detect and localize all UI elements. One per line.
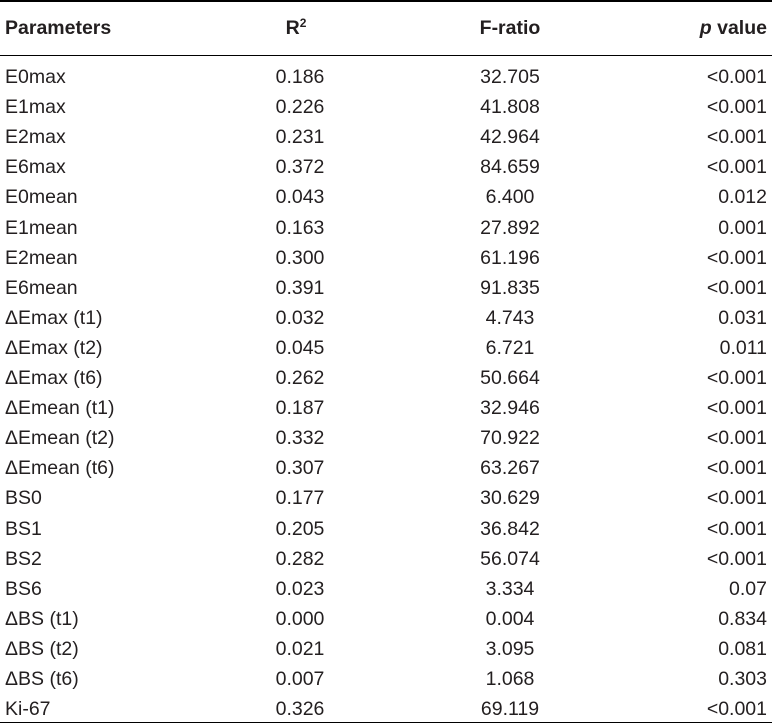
- header-parameters: Parameters: [5, 17, 112, 39]
- cell-p-value: <0.001: [706, 367, 767, 389]
- cell-parameter: E1max: [5, 96, 66, 119]
- cell-p-value: <0.001: [706, 427, 767, 450]
- cell-parameter: Ki-67: [5, 698, 51, 721]
- cell-r-squared: 0.205: [275, 517, 325, 540]
- cell-parameter: BS1: [5, 517, 42, 540]
- cell-parameter: E2max: [5, 126, 66, 149]
- cell-f-ratio: 91.835: [480, 276, 540, 299]
- cell-r-squared: 0.045: [275, 336, 325, 359]
- table-row: [0, 694, 772, 724]
- cell-f-ratio: 42.964: [480, 126, 540, 149]
- cell-p-value: <0.001: [706, 397, 767, 420]
- table-row: [0, 213, 772, 243]
- cell-r-squared: 0.307: [275, 457, 325, 480]
- cell-f-ratio: 1.068: [485, 668, 535, 690]
- table-row: [0, 363, 772, 393]
- cell-f-ratio: 0.004: [485, 607, 535, 630]
- cell-f-ratio: 70.922: [480, 427, 540, 450]
- table-row: [0, 664, 772, 694]
- cell-f-ratio: 3.095: [485, 637, 535, 660]
- cell-p-value: <0.001: [706, 276, 767, 299]
- header-r-squared: [196, 13, 396, 43]
- cell-parameter: E0max: [5, 66, 66, 88]
- cell-parameter: ΔEmax (t6): [5, 367, 103, 389]
- cell-p-value: 0.303: [718, 668, 767, 690]
- cell-r-squared: 0.231: [275, 126, 325, 149]
- cell-f-ratio: 30.629: [480, 487, 540, 510]
- table-row: [0, 574, 772, 604]
- cell-r-squared: 0.032: [275, 306, 325, 329]
- cell-f-ratio: 6.721: [485, 336, 535, 359]
- cell-r-squared: 0.332: [275, 427, 325, 450]
- cell-parameter: ΔEmax (t1): [5, 306, 103, 329]
- cell-r-squared: 0.391: [275, 276, 325, 299]
- header-f-ratio: F-ratio: [479, 17, 541, 39]
- table-row: [0, 483, 772, 513]
- cell-parameter: ΔEmean (t1): [5, 397, 115, 420]
- cell-p-value: 0.001: [718, 216, 767, 239]
- table-row: [0, 604, 772, 634]
- cell-p-value: <0.001: [706, 487, 767, 510]
- cell-p-value: <0.001: [706, 246, 767, 269]
- table-row: [0, 303, 772, 333]
- cell-p-value: <0.001: [706, 156, 767, 179]
- cell-p-value: 0.07: [729, 577, 767, 600]
- cell-r-squared: 0.007: [275, 668, 325, 690]
- table-row: [0, 273, 772, 303]
- cell-parameter: E0mean: [5, 186, 78, 209]
- cell-f-ratio: 63.267: [480, 457, 540, 480]
- header-p-italic: p: [699, 17, 712, 39]
- cell-p-value: 0.081: [718, 637, 767, 660]
- cell-r-squared: 0.226: [275, 96, 325, 119]
- cell-p-value: <0.001: [706, 96, 767, 119]
- cell-r-squared: 0.163: [275, 216, 325, 239]
- cell-f-ratio: 84.659: [480, 156, 540, 179]
- cell-parameter: BS0: [5, 487, 42, 510]
- header-p-rest: value: [711, 17, 767, 39]
- table-row: [0, 634, 772, 664]
- cell-r-squared: 0.372: [275, 156, 325, 179]
- cell-f-ratio: 32.705: [480, 66, 540, 88]
- cell-p-value: <0.001: [706, 547, 767, 570]
- table-row: [0, 393, 772, 423]
- cell-parameter: E1mean: [5, 216, 78, 239]
- cell-p-value: <0.001: [706, 698, 767, 721]
- table-top-rule: [0, 0, 772, 2]
- cell-f-ratio: 61.196: [480, 246, 540, 269]
- table-row: [0, 544, 772, 574]
- cell-parameter: BS6: [5, 577, 42, 600]
- cell-r-squared: 0.262: [275, 367, 325, 389]
- cell-parameter: ΔEmean (t2): [5, 427, 115, 450]
- table-row: [0, 92, 772, 122]
- table-header-rule: [0, 55, 772, 56]
- table-row: [0, 152, 772, 182]
- table-row: [0, 514, 772, 544]
- cell-parameter: E6mean: [5, 276, 78, 299]
- cell-r-squared: 0.326: [275, 698, 325, 721]
- cell-r-squared: 0.282: [275, 547, 325, 570]
- cell-f-ratio: 36.842: [480, 517, 540, 540]
- cell-parameter: ΔEmean (t6): [5, 457, 115, 480]
- cell-f-ratio: 27.892: [480, 216, 540, 239]
- header-p-value: [700, 13, 767, 43]
- header-r-base: R: [285, 17, 300, 39]
- cell-f-ratio: 56.074: [480, 547, 540, 570]
- cell-p-value: 0.011: [719, 336, 767, 359]
- cell-r-squared: 0.021: [275, 637, 325, 660]
- cell-f-ratio: 6.400: [485, 186, 535, 209]
- table-row: [0, 453, 772, 483]
- cell-p-value: <0.001: [706, 457, 767, 480]
- header-r-superscript: 2: [299, 16, 307, 30]
- cell-parameter: E6max: [5, 156, 66, 179]
- cell-parameter: BS2: [5, 547, 42, 570]
- table-header-row: [0, 13, 772, 43]
- cell-f-ratio: 69.119: [480, 698, 540, 721]
- cell-r-squared: 0.177: [275, 487, 325, 510]
- cell-p-value: 0.031: [718, 306, 767, 329]
- table-row: [0, 243, 772, 273]
- cell-f-ratio: 4.743: [485, 306, 535, 329]
- cell-p-value: <0.001: [706, 66, 767, 88]
- cell-parameter: ΔEmax (t2): [5, 336, 103, 359]
- cell-f-ratio: 41.808: [480, 96, 540, 119]
- cell-r-squared: 0.300: [275, 246, 325, 269]
- cell-parameter: E2mean: [5, 246, 78, 269]
- cell-parameter: ΔBS (t6): [5, 668, 79, 690]
- cell-f-ratio: 32.946: [480, 397, 540, 420]
- table-row: [0, 182, 772, 212]
- cell-p-value: <0.001: [706, 126, 767, 149]
- cell-r-squared: 0.000: [275, 607, 325, 630]
- cell-p-value: 0.012: [718, 186, 767, 209]
- table-row: [0, 423, 772, 453]
- cell-r-squared: 0.186: [275, 66, 325, 88]
- cell-r-squared: 0.187: [275, 397, 325, 420]
- cell-p-value: <0.001: [706, 517, 767, 540]
- cell-r-squared: 0.023: [275, 577, 325, 600]
- table-row: [0, 122, 772, 152]
- cell-f-ratio: 3.334: [485, 577, 535, 600]
- cell-r-squared: 0.043: [275, 186, 325, 209]
- cell-parameter: ΔBS (t2): [5, 637, 79, 660]
- cell-p-value: 0.834: [718, 607, 767, 630]
- table-row: [0, 62, 772, 92]
- table-row: [0, 333, 772, 363]
- cell-parameter: ΔBS (t1): [5, 607, 79, 630]
- cell-f-ratio: 50.664: [480, 367, 540, 389]
